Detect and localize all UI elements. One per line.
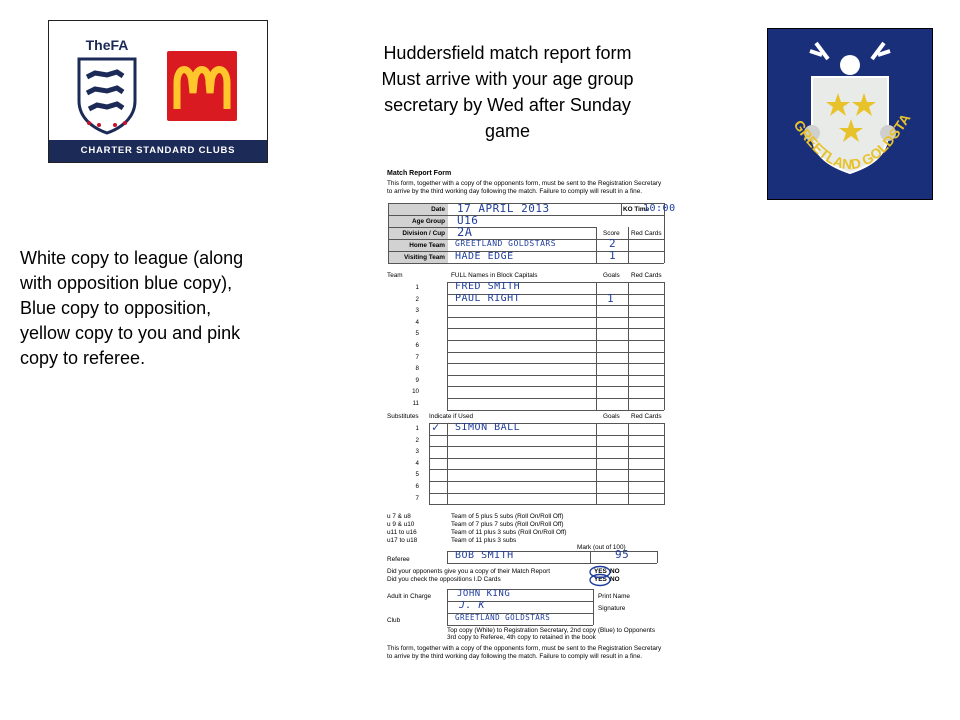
- team-row-number: 3: [415, 307, 419, 315]
- red-cards-label: Red Cards: [631, 230, 662, 237]
- footer-copies-1: Top copy (White) to Registration Secretary, 2nd copy (Blue) to Opponents: [447, 627, 656, 634]
- footer-note-1: This form, together with a copy of the opponents form, must be sent to the Registration Secretary: [387, 645, 662, 652]
- referee-label: Referee: [387, 556, 410, 563]
- opponents-report-question: Did your opponents give you a copy of their Match Report: [387, 568, 551, 575]
- sub-used-check: ✓: [432, 420, 440, 434]
- rule: [664, 282, 665, 410]
- division-value: 2A: [457, 225, 473, 239]
- rule: [388, 263, 664, 264]
- rule: [596, 227, 597, 263]
- id-cards-question: Did you check the oppositions I.D Cards: [387, 576, 501, 583]
- team-row-number: 10: [412, 388, 419, 396]
- player-goals: 1: [607, 291, 615, 305]
- signature-label: Signature: [598, 605, 626, 612]
- rule: [447, 282, 448, 410]
- rule: [429, 423, 430, 505]
- substitutes-label: Substitutes: [387, 413, 419, 420]
- rule: [664, 423, 665, 505]
- yes-option-2: YES: [594, 576, 607, 583]
- date-label: Date: [431, 206, 445, 213]
- visiting-team-label: Visiting Team: [404, 254, 445, 261]
- score-label: Score: [603, 230, 620, 237]
- rule: [447, 589, 448, 625]
- team-row-number: 11: [412, 400, 419, 407]
- rule: [388, 227, 596, 228]
- age-rule-text: Team of 11 plus 3 subs: [451, 537, 517, 544]
- print-name-label: Print Name: [598, 593, 630, 600]
- age-rule-text: Team of 7 plus 7 subs (Roll On/Roll Off): [451, 521, 564, 528]
- form-title: Match Report Form: [387, 170, 452, 177]
- fa-three-lions-crest-icon: [75, 57, 139, 135]
- fa-charter-standard-logo: [48, 20, 268, 163]
- age-rule-ages: u 7 & u8: [387, 513, 411, 520]
- footer-copies-2: 3rd copy to Referee, 4th copy to retained in the book: [447, 634, 596, 641]
- sub-row-number: 2: [415, 436, 419, 444]
- page-title: [330, 40, 685, 144]
- rule: [628, 282, 629, 410]
- instructions-line-3: Blue copy to opposition,: [20, 298, 212, 318]
- player-name: FRED SMITH: [455, 281, 521, 292]
- no-option-1: NO: [610, 568, 620, 575]
- team-row-line: [447, 317, 664, 318]
- goals-label: Goals: [603, 272, 620, 279]
- sub-row-number: 6: [415, 483, 419, 490]
- visiting-team-value: HADE EDGE: [455, 251, 514, 262]
- title-line-1: Huddersfield match report form: [383, 43, 632, 63]
- club-crest-icon: [768, 29, 932, 199]
- team-row-line: [447, 375, 664, 376]
- footer-note-2: to arrive by the third working day following the match. Failure to comply will result in a fine.: [387, 653, 643, 660]
- team-row-number: 1: [415, 284, 419, 291]
- indicate-used-label: Indicate if Used: [429, 413, 474, 420]
- mark-value: 95: [615, 548, 630, 561]
- greetland-goldstars-badge: [767, 28, 933, 200]
- instructions-line-2: with opposition blue copy),: [20, 273, 233, 293]
- rule: [590, 551, 591, 563]
- age-rule-ages: u11 to u16: [387, 529, 417, 536]
- age-rule-ages: u17 to u18: [387, 537, 418, 544]
- team-row-number: 6: [415, 342, 419, 349]
- rule: [596, 282, 597, 410]
- yes-option-1: YES: [594, 568, 607, 575]
- team-row-number: 8: [415, 365, 419, 373]
- title-line-4: game: [484, 121, 531, 141]
- mark-label: Mark (out of 100): [577, 544, 626, 551]
- team-row-number: 4: [415, 318, 419, 326]
- rule: [628, 423, 629, 505]
- red-cards-label-team: Red Cards: [631, 272, 662, 279]
- rule: [596, 423, 597, 505]
- instructions-line-4: yellow copy to you and pink: [20, 323, 241, 343]
- rule: [621, 203, 622, 215]
- rule: [593, 589, 594, 625]
- form-intro-1: This form, together with a copy of the opponents form, must be sent to the Registration Secretary: [387, 180, 662, 187]
- rule: [447, 563, 657, 564]
- ko-time-value: 10:00: [643, 203, 676, 214]
- date-value: 17 APRIL 2013: [457, 202, 550, 215]
- team-row-line: [447, 386, 664, 387]
- form-intro-2: to arrive by the third working day following the match. Failure to comply will result in a fine.: [387, 188, 643, 195]
- instructions-line-5: copy to referee.: [20, 348, 146, 368]
- club-value: GREETLAND GOLDSTARS: [455, 613, 551, 622]
- team-label: Team: [387, 272, 403, 279]
- club-label: Club: [387, 617, 401, 624]
- team-row-line: [447, 340, 664, 341]
- rule: [447, 551, 448, 563]
- visiting-score-value: 1: [609, 249, 617, 262]
- fa-logo-text: TheFA: [85, 37, 129, 53]
- rule: [388, 203, 389, 263]
- copy-instructions: [20, 246, 325, 371]
- title-line-2: Must arrive with your age group: [381, 69, 634, 89]
- sub-row-number: 3: [415, 448, 419, 456]
- team-row-number: 5: [415, 330, 419, 338]
- instructions-line-1: White copy to league (along: [20, 248, 244, 268]
- ko-time-label: KO Time: [623, 206, 650, 213]
- title-line-3: secretary by Wed after Sunday: [384, 95, 631, 115]
- team-row-line: [447, 398, 664, 399]
- sub-name: SIMON BALL: [455, 422, 521, 433]
- rule: [657, 551, 658, 563]
- sub-goals-label: Goals: [603, 413, 620, 420]
- age-rule-text: Team of 5 plus 5 subs (Roll On/Roll Off): [451, 513, 564, 520]
- age-group-value: U16: [457, 214, 479, 227]
- home-team-label: Home Team: [409, 242, 445, 249]
- sub-row-number: 4: [415, 459, 419, 467]
- full-names-label: FULL Names in Block Capitals: [451, 272, 538, 279]
- team-row-line: [447, 305, 664, 306]
- greetland-goldstars-text: GREETLAND GOLDSTA: [790, 110, 914, 173]
- charter-standard-banner: CHARTER STANDARD CLUBS: [49, 140, 267, 162]
- yes-circled-marks-icon: [585, 563, 615, 587]
- mcdonalds-logo: [167, 51, 237, 121]
- home-team-value: GREETLAND GOLDSTARS: [455, 239, 557, 248]
- team-row-line: [447, 328, 664, 329]
- sub-red-cards-label: Red Cards: [631, 413, 662, 420]
- age-rule-text: Team of 11 plus 3 subs (Roll On/Roll Off): [451, 529, 567, 536]
- team-row-number: 9: [415, 376, 419, 384]
- player-name: PAUL RIGHT: [455, 292, 521, 304]
- match-report-form-scan: [385, 165, 676, 675]
- adult-in-charge-label: Adult in Charge: [387, 593, 432, 600]
- team-row-line: [447, 363, 664, 364]
- no-option-2: NO: [610, 576, 620, 583]
- sub-row-number: 1: [415, 425, 419, 432]
- team-row-line: [447, 410, 664, 411]
- signature-value: J. K: [459, 600, 486, 611]
- team-row-number: 7: [415, 353, 419, 361]
- division-label: Division / Cup: [402, 230, 445, 237]
- sub-row-number: 5: [415, 471, 419, 479]
- golden-arches-icon: [167, 51, 237, 121]
- sub-row-number: 7: [415, 494, 419, 502]
- age-rule-ages: u 9 & u10: [387, 521, 415, 528]
- rule: [447, 625, 593, 626]
- team-row-line: [447, 352, 664, 353]
- team-row-number: 2: [415, 295, 419, 303]
- rule: [447, 423, 448, 505]
- home-score-value: 2: [609, 237, 617, 250]
- adult-in-charge-value: JOHN KING: [457, 589, 511, 599]
- age-group-label: Age Group: [411, 218, 445, 225]
- rule: [628, 227, 629, 263]
- rule: [388, 251, 664, 252]
- referee-value: BOB SMITH: [455, 550, 514, 561]
